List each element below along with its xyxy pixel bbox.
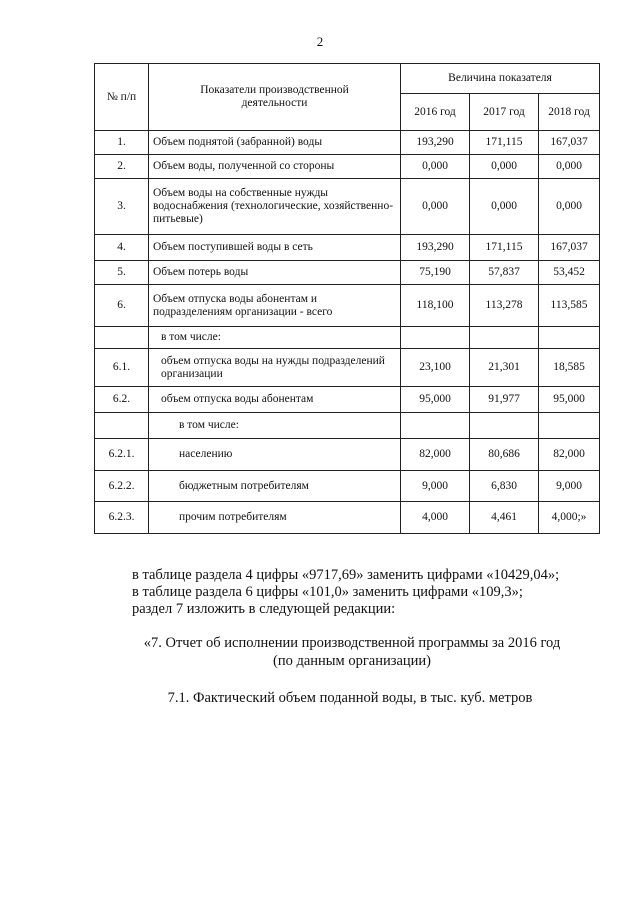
row-indicator-name: Объем потерь воды xyxy=(149,261,401,285)
row-indicator-name: прочим потребителям xyxy=(149,502,401,534)
row-indicator-name: Объем поступившей воды в сеть xyxy=(149,235,401,261)
value-2016: 0,000 xyxy=(401,179,470,235)
value-2018: 0,000 xyxy=(539,155,600,179)
value-2018: 167,037 xyxy=(539,131,600,155)
table-row xyxy=(95,131,600,155)
value-2016 xyxy=(401,327,470,349)
subsection-heading: 7.1. Фактический объем поданной воды, в тыс. куб. метров xyxy=(167,690,533,706)
value-2017: 6,830 xyxy=(470,471,539,502)
row-indicator-name: Объем отпуска воды абонентам и подразделениям организации - всего xyxy=(149,285,401,327)
production-indicators-table xyxy=(94,63,600,534)
value-2017: 171,115 xyxy=(470,235,539,261)
header-indicator: Показатели производственной деятельности xyxy=(149,64,401,131)
table-row xyxy=(95,285,600,327)
row-number xyxy=(95,413,149,439)
row-indicator-name: бюджетным потребителям xyxy=(149,471,401,502)
text-line: в таблице раздела 6 цифры «101,0» заменить цифрами «109,3»; xyxy=(132,584,523,600)
value-2018: 95,000 xyxy=(539,387,600,413)
row-indicator-name: в том числе: xyxy=(149,413,401,439)
table-row xyxy=(95,327,600,349)
value-2017: 91,977 xyxy=(470,387,539,413)
value-2018: 4,000;» xyxy=(539,502,600,534)
table-row xyxy=(95,235,600,261)
table-row xyxy=(95,413,600,439)
value-2017: 0,000 xyxy=(470,179,539,235)
row-indicator-name: объем отпуска воды на нужды подразделений организации xyxy=(149,349,401,387)
row-number: 6.1. xyxy=(95,349,149,387)
text-line: раздел 7 изложить в следующей редакции: xyxy=(132,601,396,617)
value-2016: 193,290 xyxy=(401,131,470,155)
value-2016: 23,100 xyxy=(401,349,470,387)
value-2018 xyxy=(539,413,600,439)
header-num: № п/п xyxy=(95,64,149,131)
value-2018: 113,585 xyxy=(539,285,600,327)
value-2016: 75,190 xyxy=(401,261,470,285)
table-row xyxy=(95,179,600,235)
value-2017: 0,000 xyxy=(470,155,539,179)
amendment-text xyxy=(132,567,559,618)
header-year-2018: 2018 год xyxy=(539,94,600,131)
row-indicator-name: Объем поднятой (забранной) воды xyxy=(149,131,401,155)
row-indicator-name: в том числе: xyxy=(149,327,401,349)
value-2017: 113,278 xyxy=(470,285,539,327)
value-2018: 0,000 xyxy=(539,179,600,235)
table-row xyxy=(95,439,600,471)
value-2018: 167,037 xyxy=(539,235,600,261)
value-2016: 193,290 xyxy=(401,235,470,261)
table-row xyxy=(95,502,600,534)
page-number: 2 xyxy=(316,34,324,49)
table-row xyxy=(95,387,600,413)
value-2018: 9,000 xyxy=(539,471,600,502)
section-heading-line: «7. Отчет об исполнении производственной программы за 2016 год xyxy=(143,635,561,651)
row-indicator-name: населению xyxy=(149,439,401,471)
value-2017: 21,301 xyxy=(470,349,539,387)
row-number: 6.2.3. xyxy=(95,502,149,534)
value-2017: 4,461 xyxy=(470,502,539,534)
row-number: 6. xyxy=(95,285,149,327)
header-year-2016: 2016 год xyxy=(401,94,470,131)
section-heading-line: (по данным организации) xyxy=(272,653,431,669)
table-row xyxy=(95,349,600,387)
value-2018: 53,452 xyxy=(539,261,600,285)
value-2016: 95,000 xyxy=(401,387,470,413)
value-2016: 4,000 xyxy=(401,502,470,534)
value-2016: 9,000 xyxy=(401,471,470,502)
row-number: 6.2. xyxy=(95,387,149,413)
row-number xyxy=(95,327,149,349)
value-2018: 18,585 xyxy=(539,349,600,387)
row-indicator-name: Объем воды на собственные нужды водоснабжения (технологические, хозяйственно-питьевые) xyxy=(149,179,401,235)
header-value-group: Величина показателя xyxy=(401,64,600,94)
row-indicator-name: Объем воды, полученной со стороны xyxy=(149,155,401,179)
row-number: 4. xyxy=(95,235,149,261)
row-number: 1. xyxy=(95,131,149,155)
row-number: 3. xyxy=(95,179,149,235)
row-number: 2. xyxy=(95,155,149,179)
row-number: 6.2.2. xyxy=(95,471,149,502)
value-2017: 57,837 xyxy=(470,261,539,285)
value-2017 xyxy=(470,413,539,439)
value-2017: 80,686 xyxy=(470,439,539,471)
section-heading xyxy=(32,634,640,670)
value-2017 xyxy=(470,327,539,349)
header-year-2017: 2017 год xyxy=(470,94,539,131)
table-row xyxy=(95,155,600,179)
value-2016: 0,000 xyxy=(401,155,470,179)
table-row xyxy=(95,471,600,502)
row-indicator-name: объем отпуска воды абонентам xyxy=(149,387,401,413)
text-line: в таблице раздела 4 цифры «9717,69» заменить цифрами «10429,04»; xyxy=(132,567,560,583)
value-2018 xyxy=(539,327,600,349)
value-2016: 82,000 xyxy=(401,439,470,471)
table-row xyxy=(95,261,600,285)
value-2018: 82,000 xyxy=(539,439,600,471)
value-2017: 171,115 xyxy=(470,131,539,155)
value-2016: 118,100 xyxy=(401,285,470,327)
value-2016 xyxy=(401,413,470,439)
row-number: 5. xyxy=(95,261,149,285)
row-number: 6.2.1. xyxy=(95,439,149,471)
